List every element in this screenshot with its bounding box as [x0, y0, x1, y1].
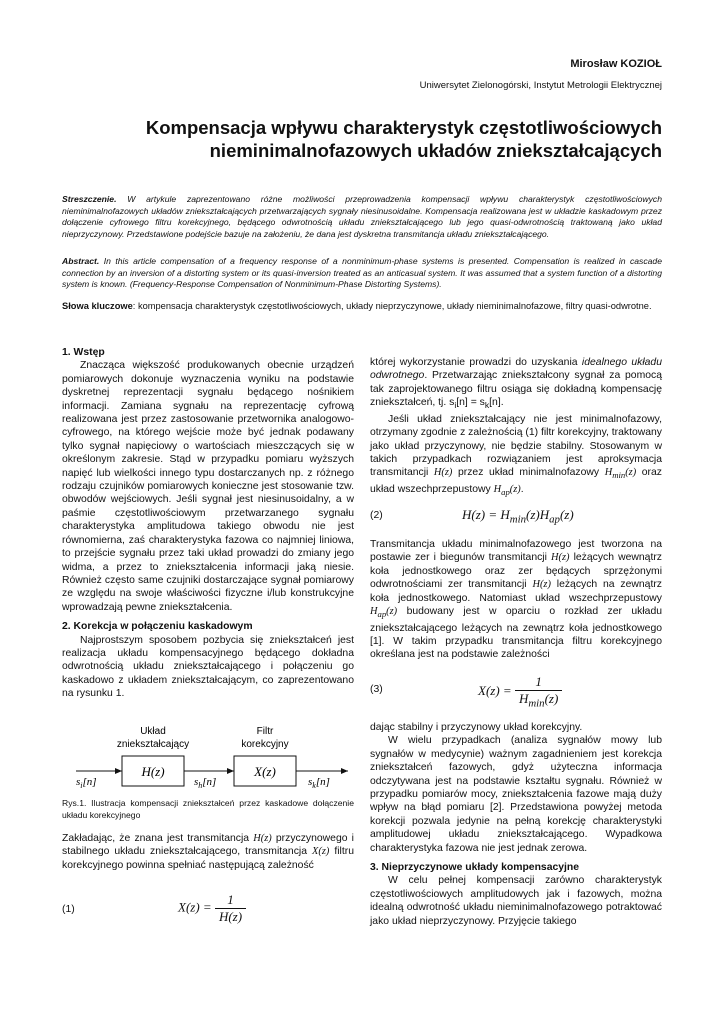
title-line-1: Kompensacja wpływu charakterystyk częstotliwościowych [145, 117, 662, 138]
title-line-2: nieminimalnofazowych układów zniekształcających [209, 140, 662, 161]
figure-caption: Rys.1. Ilustracja kompensacji zniekształceń przez kaskadowe dołączenie układu korekcyjnego [62, 798, 354, 820]
block2-label-line2: korekcyjny [241, 739, 289, 750]
section-2-paragraph: Najprostszym sposobem pozbycia się zniekształceń jest realizacja układu kompensacyjnego będącego dokładna odwrotnością układu zniekształcającego i połączeniu go kaskadowo z układem zniekształcającym, co zaprezentowano na rysunku 1. [62, 634, 354, 700]
section-1-heading: 1. Wstęp [62, 347, 105, 358]
equation-3: X(z) = $\frac{1}{H_{min}(z)}$ [478, 674, 562, 710]
right-paragraph-5: W wielu przypadkach (analiza sygnałów mowy lub sygnałów w medycynie) ważnym zagadnieniem jest korekcja zniekształceń fazowych, gdyż użyteczna informacja odczytywana jest na podstawie kształtu sygnału. Również w przypadku pomiarów mocy, zniekształcenia fazowe mają duży wpływ na błąd pomiaru [2]. Przedstawiona powyżej metoda korekcji pozwala jedynie na pełną korekcję charakterystyki amplitudowej układu zniekształcającego. Wypadkowa charakterystyka fazowa nie jest jednak zerowa. [370, 735, 662, 854]
equation-1-number: (1) [62, 904, 75, 915]
paper-title [80, 116, 662, 162]
author-name: Mirosław KOZIOŁ [570, 58, 662, 70]
equation-1: X(z) = $\frac{1}{H(z)}$ [178, 892, 246, 925]
block-diagram [62, 722, 354, 794]
arrow-3-icon [341, 768, 348, 774]
section-1-paragraph: Znacząca większość produkowanych obecnie urządzeń pomiarowych dokonuje wyznaczenia wyniku na podstawie dyskretnej reprezentacji sygnału będącego nośnikiem informacji. Zamiana sygnału na reprezentację cyfrową realizowana jest przez zastosowanie przetwornika analogowo-cyfrowego, na którego wejście może być jednak podawany tylko sygnał napięciowy o wartościach mieszczących się w określonym zakresie. Stąd w przypadku pomiaru wyższych napięć lub wielkości innego typu dostarczanych np. z różnego rodzaju czujników pomiarowych konieczne jest stosowanie tzw. obwodów wejściowych. Jeśli sygnał jest niesinusoidalny, a w paśmie częstotliwościowym przetwarzanego sygnału charakterystyka amplitudowa takiego obwodu nie jest równomierna, zaś charakterystyka fazowa co najmniej liniowa, to przejście sygnału przez taki układ prowadzi do zmiany jego widma, a przez to zniekształcenia informacji jaką niesie. Również często same czujniki dostarczające sygnał pomiarowy ze względu na swoje właściwości fizyczne i/lub konstrukcyjne wprowadzają pewne zniekształcenia. [62, 360, 354, 613]
keywords [62, 300, 662, 313]
section-2-heading: 2. Korekcja w połączeniu kaskadowym [62, 621, 253, 633]
right-paragraph-3: Transmitancja układu minimalnofazowego jest tworzona na postawie zer i biegunów transmitancji H(z) leżących wewnątrz koła jednostkowego oraz zer będących sprzężonymi odwrotnościami zer transmitancji H(z) leżących na zewnątrz koła jednostkowego. Natomiast układ wszechprzepustowy $H_{ap}(z)$ budowany jest w oparciu o rozkład zer układu zniekształcającego leżących na zewnątrz koła jednostkowego [1]. W takim przypadku transmitancja filtru korekcyjnego określana jest na podstawie zależności [370, 539, 662, 661]
author-affiliation: Uniwersytet Zielonogórski, Instytut Metrologii Elektrycznej [419, 80, 662, 91]
abstract-english-label: Abstract. [62, 256, 100, 266]
arrow-2-icon [227, 768, 234, 774]
abstract-english-text: In this article compensation of a frequency response of a nonminimum-phase systems is presented. Compensation is realized in cascade connection by an inversion of a distorting system or its quasi-inversion treated as an anticasual system. It was assumed that a system function of a distorting system is known. (Frequency-Response Compensation of Nonminimum-Phase Distorting Systems). [62, 256, 662, 290]
section-3-heading: 3. Nieprzyczynowe układy kompensacyjne [370, 862, 580, 874]
signal-output: $s_k[n]$ [308, 776, 330, 790]
left-column-lower [62, 832, 354, 872]
paragraph-after-figure: Zakładając, że znana jest transmitancja H(z) przyczynowego i stabilnego układu zniekształcającego, transmitancja X(z) filtru korekcyjnego powinna spełniać następującą zależność [62, 833, 354, 871]
equation-2-number: (2) [370, 510, 383, 521]
left-column [62, 346, 354, 701]
right-column-mid [370, 538, 662, 662]
block1-label-line1: Układ [140, 726, 166, 737]
signal-input: $s_i[n]$ [76, 776, 97, 790]
equation-3-number: (3) [370, 684, 383, 695]
abstract-english [62, 256, 662, 291]
arrow-1-icon [115, 768, 122, 774]
abstract-polish [62, 194, 662, 240]
signal-middle: $s_h[n]$ [194, 776, 217, 790]
equation-2: $H(z) = H_{min}(z)H_{ap}(z)$ [462, 507, 574, 526]
right-column-lower [370, 721, 662, 928]
right-paragraph-4: dając stabilny i przyczynowy układ korekcyjny. [370, 722, 583, 733]
right-paragraph-1: której wykorzystanie prowadzi do uzyskania idealnego układu odwrotnego. Przetwarzając zniekształcony sygnał za pomocą tak zaprojektowanego filtru osiąga się dokładną kompensację zniekształceń, tj. $s_i[n] = s_k[n]$. [370, 357, 662, 411]
right-paragraph-6: W celu pełnej kompensacji zarówno charakterystyk częstotliwościowych amplitudowych jak i fazowych, można idealną odwrotność układu nieminimalnofazowego potraktować jako układ nieprzyczynowy. Przyjęcie takiego [370, 875, 662, 927]
right-paragraph-2: Jeśli układ zniekształcający nie jest minimalnofazowy, otrzymany zgodnie z zależnością (1) filtr korekcyjny, traktowany jako układ przyczynowy, nie będzie stabilny. Stosowanym w takich przypadkach rozwiązaniem jest aproksymacja transmitancji H(z) przez układ minimalnofazowy $H_{min}(z)$ oraz układ wszechprzepustowy $H_{ap}(z)$. [370, 413, 663, 497]
block2-transfer: X(z) [254, 764, 276, 779]
keywords-text: : kompensacja charakterystyk częstotliwościowych, układy nieprzyczynowe, układy nieminimalnofazowe, filtry quasi-odwrotne. [132, 301, 652, 311]
abstract-polish-text: W artykule zaprezentowano różne możliwości przeprowadzenia kompensacji wpływu charakterystyk częstotliwościowych nieminimalnofazowych układów zniekształcających przetwarzających sygnały niesinusoidalne. Kompensacja realizowana jest w układzie kaskadowym przez dołączenie cyfrowego filtru korekcyjnego, będącego odwrotnością układu zniekształcającego lub jego quasi-odwrotnością traktowaną jako układ nieprzyczynowy. Przedstawione podejście bazuje na założeniu, że dana jest dyskretna transmitancja układu zniekształcającego. [62, 194, 662, 239]
keywords-label: Słowa kluczowe [62, 301, 133, 311]
abstract-polish-label: Streszczenie. [62, 194, 117, 204]
block1-label-line2: zniekształcający [116, 739, 190, 750]
block1-transfer: H(z) [141, 764, 165, 779]
block2-label-line1: Filtr [256, 726, 274, 737]
right-column [370, 356, 662, 499]
